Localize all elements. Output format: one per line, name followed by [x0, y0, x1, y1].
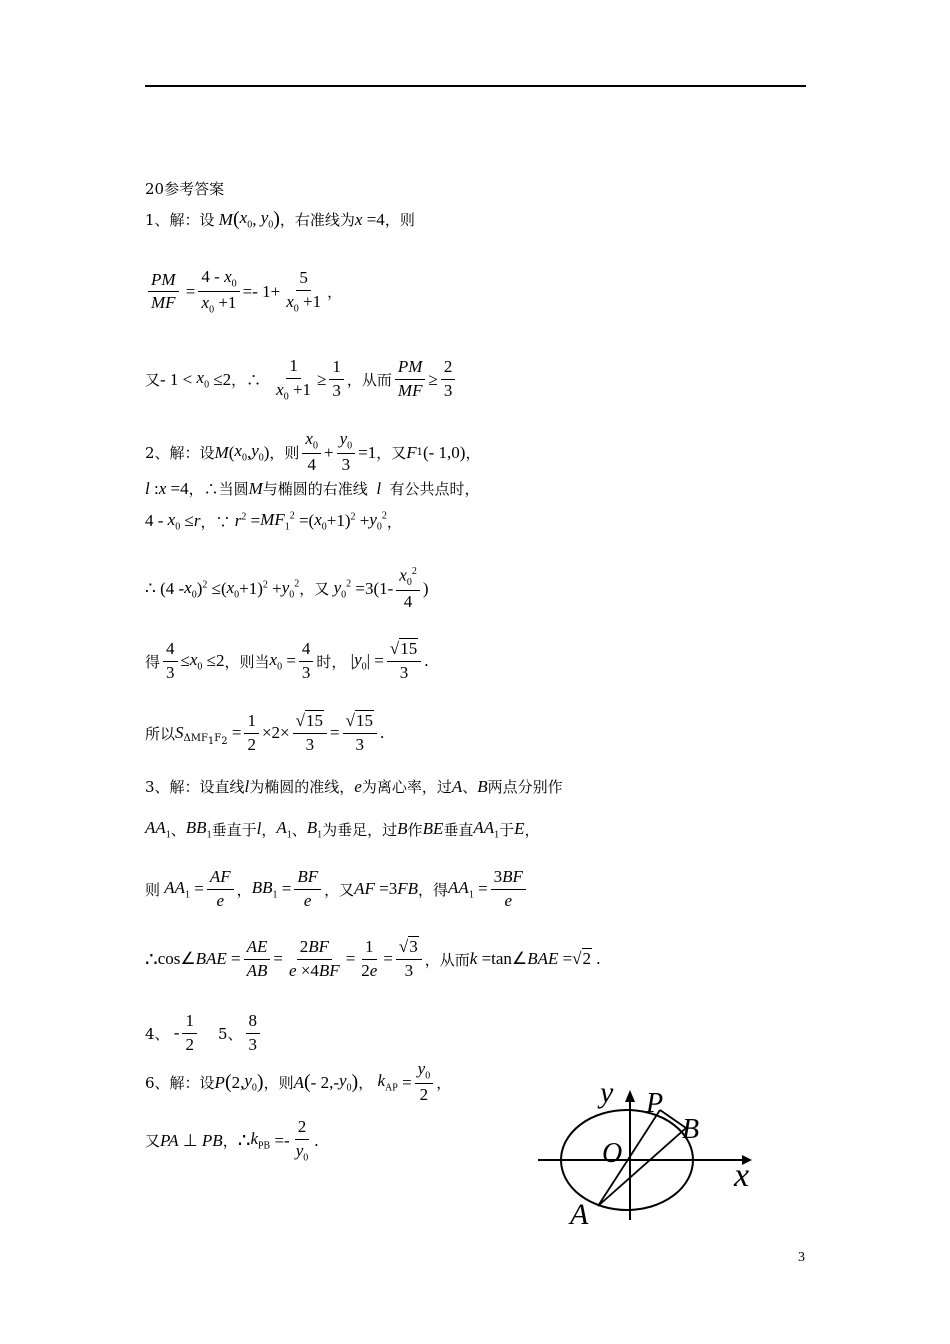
q2-line2: l : x =4 ，∴当圆 M 与椭圆的右准线 l 有公共点时，: [145, 478, 480, 498]
answer-heading: [145, 178, 224, 199]
q3-text7: 垂直: [443, 820, 474, 839]
header-rule: [145, 85, 806, 87]
q6-text2: 又: [145, 1132, 161, 1151]
q3-label: 3、解：设直线: [145, 778, 245, 796]
q3-text2: 为离心率，过: [361, 778, 452, 796]
heading-text: 20参考答案: [145, 180, 225, 198]
q3-text11: ，得: [418, 880, 449, 899]
q1-text1: ，右准线为: [279, 211, 355, 229]
page-number: 3: [798, 1250, 805, 1265]
q1-l3-from: ，从而: [346, 371, 392, 390]
q3-text4: 垂直于: [211, 820, 257, 839]
q2-text11: 所以: [145, 724, 176, 743]
q2-text1: ，则: [269, 444, 300, 463]
label-x: x: [734, 1157, 750, 1194]
q1-line1: 1、解：设 M ( $x_0$ , $y_0$ ) ，右准线为 x =4 ，则: [145, 208, 415, 231]
q2-text10: 时，: [316, 652, 347, 671]
y-axis-arrow: [625, 1090, 635, 1102]
q2-line5: 得 $\frac{4}{3}$ ≤ $x_0$ ≤2 ，则当 $x_0$ = $\frac{4}{3}$ 时， | $y_0$ | = $\frac{√15}{3}$ .: [145, 639, 429, 682]
q5-label: 5、: [217, 1024, 243, 1043]
q3-line2: $AA_1$ 、 $BB_1$ 垂直于 l ， $A_1$ 、 $B_1$ 为垂足，过 B 作 BE 垂直 $AA_1$ 于 E ，: [145, 818, 540, 841]
q6-line2: 又 PA ⊥ PB ， ∴ $k_{PB}$ =- $\frac{2}{y_0}$ .: [145, 1117, 319, 1164]
ellipse-figure: [530, 1070, 770, 1230]
q3-line4: ∴ cos∠ BAE = $\frac{AE}{AB}$ = $\frac{2BF}{e \times 4BF}$ = $\frac{1}{2e}$ = $\frac{√3}{3}$ ，从而 k =tan∠ BAE =√2 .: [145, 937, 601, 980]
q2-label: 2、解：设: [145, 444, 215, 463]
q2-line4: ∴ (4 - $x_0$ )$^2$ ≤( $x_0$ +1)$^2$ + $y_0^2$ ，又 $y_0^2$ =3(1- $\frac{x_0^2}{4}$ ): [145, 565, 429, 612]
q1-line3: 又 - 1 < $x_0$ ≤2 ，∴ $\frac{1}{x_0 +1}$ ≥ $\frac{1}{3}$ ，从而 $\frac{PM}{MF}$ ≥ $\frac{2}{3}$: [145, 357, 458, 402]
q3-text6: 作: [407, 820, 423, 839]
label-B: B: [682, 1114, 700, 1145]
q3-line1: 3、解：设直线 l 为椭圆的准线， e 为离心率，过 A 、 B 两点分别作: [145, 776, 563, 796]
q2-text8: 得: [145, 652, 161, 671]
q4-label: 4、: [145, 1024, 170, 1043]
q3-text8: 于: [499, 820, 515, 839]
label-P: P: [646, 1088, 664, 1119]
q3-text12: ，从而: [424, 950, 470, 969]
q2-text2: ，又: [376, 444, 407, 463]
q2-text6: ，∵: [200, 512, 231, 531]
q1-math-m: M: [214, 209, 233, 229]
q6-text1: ，则: [263, 1074, 294, 1093]
q1-label: 1、解：设: [145, 211, 215, 229]
q3-text5: 为垂足，过: [322, 820, 398, 839]
q6-label: 6、解：设: [145, 1074, 215, 1093]
q1-l3-pre: 又: [145, 371, 161, 390]
label-A: A: [570, 1198, 589, 1230]
q3-text10: ，又: [324, 880, 355, 899]
q2-text9: ，则当: [224, 652, 270, 671]
q2-line3: 4 - $x_0$ ≤ r ，∵ $r^2$ = $MF_1^2$ =( $x_0$ +1)$^2$ + $y_0^2$ ，: [145, 510, 402, 533]
q3-text3: 两点分别作: [487, 778, 563, 796]
q2-text7: ，又: [299, 580, 330, 599]
q2-text5: 有公共点时，: [389, 480, 480, 498]
q2-line6: 所以 S $_{\Delta MF_1 F_2}$ = $\frac{1}{2}$ ×2× $\frac{√15}{3}$ = $\frac{√15}{3}$ .: [145, 711, 385, 754]
label-y: y: [600, 1076, 614, 1109]
q45-line: 4、 - $\frac{1}{2}$ 5、 $\frac{8}{3}$: [145, 1012, 263, 1054]
q2-line1: 2、解：设 M ( $x_0$ , $y_0$ ) ，则 $\frac{x_0}{4}$ + $\frac{y_0}{3}$ =1 ，又 F 1 (- 1,0) ，: [145, 429, 481, 475]
q2-text4: 与椭圆的右准线: [262, 480, 368, 498]
q3-text9: 则: [145, 880, 161, 899]
q3-line3: 则 $AA_1$ = $\frac{AF}{e}$ ， $BB_1$ = $\frac{BF}{e}$ ，又 AF =3 FB ，得 $AA_1$ = $\frac{3BF}{e}$: [145, 868, 529, 910]
label-O: O: [602, 1138, 623, 1169]
q3-text1: 为椭圆的准线，: [249, 778, 355, 796]
q1-line2: $\frac{PM}{MF}$ = $\frac{4 - x_0}{x_0 +1}$ =- 1+ $\frac{5}{x_0 +1}$ ，: [145, 268, 342, 316]
q6-line1: 6、解：设 P ( 2, $y_0$ ) ，则 A ( - 2,- $y_0$ ) ， $k_{AP}$ = $\frac{y_0}{2}$ ，: [145, 1059, 452, 1105]
q1-text2: ，则: [384, 211, 415, 229]
q2-text3: ，∴当圆: [188, 480, 249, 498]
q1-l3-mid: ，∴: [231, 371, 262, 390]
